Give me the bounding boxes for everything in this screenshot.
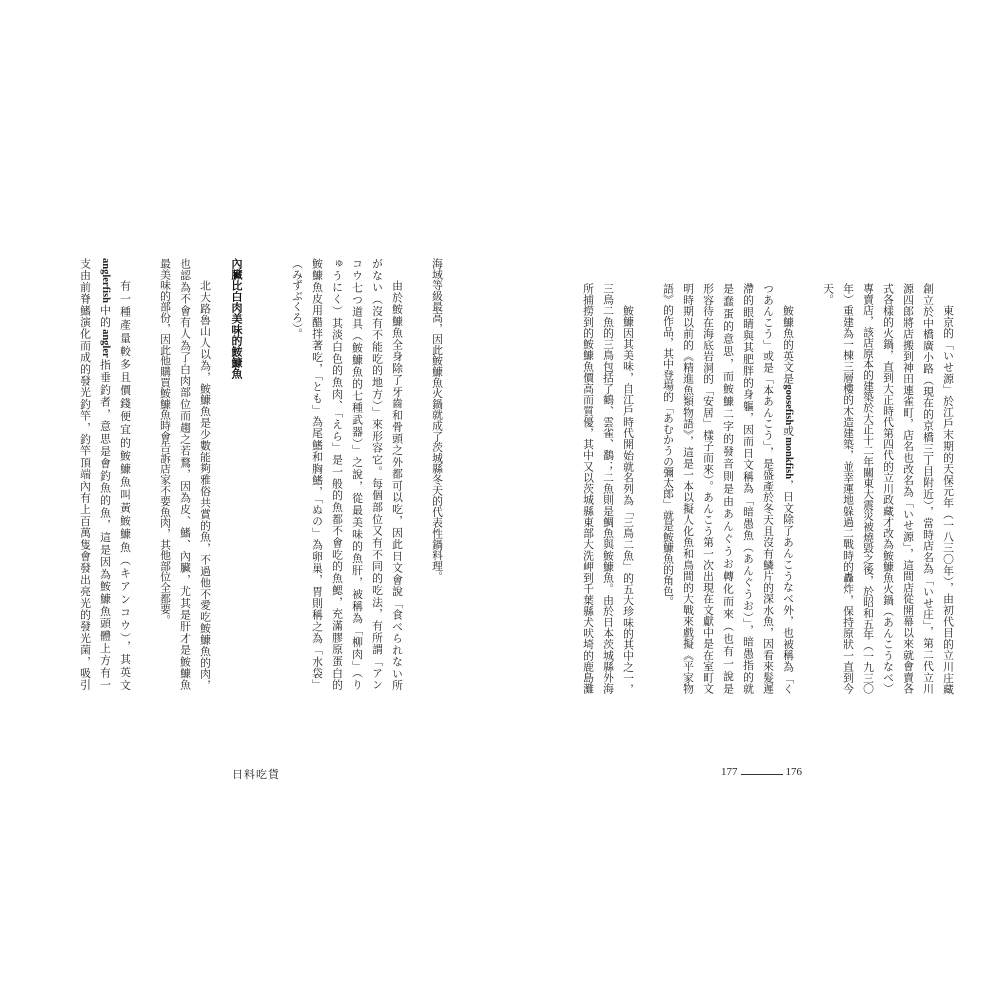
text-line: 語》的作品，其中登場的「あむかうの彌太郎」就是鮟鱇魚的角色。 bbox=[662, 283, 675, 607]
text-line: 三鳥二魚的三鳥包括了鶴、雲雀、鷭；二魚則是鯛魚與鮟鱇魚。由於日本茨城縣外海 bbox=[602, 283, 615, 694]
paragraph bbox=[75, 258, 135, 690]
text-line: コウ七つ道具（鮟鱇魚的七種武器）」之說，從最美味的魚肝，被稱為「柳肉」（り bbox=[351, 258, 364, 690]
text-line: 天。 bbox=[822, 283, 835, 305]
text-line: 形容待在海底岩洞的「安居」樣子而來）。あんこう第一次出現在文獻中是在室町文 bbox=[702, 283, 715, 694]
paragraph bbox=[578, 283, 638, 694]
section-heading: 內臟比白肉美味的鮟鱇魚 bbox=[230, 258, 243, 379]
text-line: 也認為不會有人為了白肉部位而趨之若鶩，因為皮、鰭、內臟，尤其是肝才是鮟鱇魚 bbox=[179, 258, 192, 690]
text-line: 式各樣的火鍋，直到大正時代第四代的立川政藏才改為鮟鱇魚火鍋（あんこうなべ） bbox=[882, 283, 895, 694]
text-line: 鮟鱇魚皮用醋拌著吃，「とも」為尾鰭和胸鰭，「ぬの」為卵巢，胃則稱之為「水袋」 bbox=[311, 258, 324, 690]
text-line: 北大路魯山人以為，鮟鱇魚是少數能夠雅俗共賞的魚，不過他不愛吃鮟鱇魚的肉， bbox=[199, 279, 212, 690]
text-line: 鮟鱇因其美味，自江戶時代開始就名列為「三鳥二魚」的五大珍味的其中之一， bbox=[622, 304, 635, 694]
folio bbox=[721, 766, 802, 778]
text-line: 最美味的部份，因此他購買鮟鱇魚時會告訴店家不要魚肉，其他部位全都要。 bbox=[159, 258, 172, 626]
right-page-text bbox=[578, 283, 958, 694]
text-segment: 指垂釣者，意思是會釣魚的魚，這是因為鮟鱇魚頭體上方有一 bbox=[99, 357, 112, 690]
text-line: ゅうにく）其淡白色的魚肉、「えら」是一般的魚都不會吃的魚鰓，充滿膠原蛋白的 bbox=[331, 258, 344, 690]
text-line: 是蠢蛋的意思，而鮟鱇二字的發音則是由あんぐうお轉化而來（也有一說是 bbox=[722, 283, 735, 694]
text-line: 支由前脊鰭演化而成的發光釣竿，釣竿頂端內有上百萬隻會發出亮光的發光菌，吸引 bbox=[79, 258, 92, 690]
left-page-text bbox=[75, 258, 447, 690]
text-segment: 或 bbox=[782, 424, 795, 437]
english-term: angler bbox=[100, 329, 111, 358]
text-line: （みずぶくろ）。 bbox=[291, 258, 304, 339]
text-line: 東京的「いせ源」於江戶末期的天保元年（一八三〇年），由初代目的立川庄藏 bbox=[942, 304, 955, 694]
text-line: 年）重建為一棟三層樓的木造建築，並幸運地躲過二戰時的轟炸，保持原狀一直到今 bbox=[842, 283, 855, 694]
english-term: anglerfish bbox=[100, 258, 111, 303]
paragraph bbox=[427, 258, 447, 690]
text-line: 專賣店，該店原本的建築於大正十二年關東大震災被燒毀之後，於昭和五年（一九三〇 bbox=[862, 283, 875, 694]
page-number: 176 bbox=[785, 766, 802, 778]
text-line bbox=[778, 283, 798, 694]
text-line: 源四郎將店搬到神田連雀町，店名也改名為「いせ源」，這間店從開幕以來就會賣各 bbox=[902, 283, 915, 694]
english-term: monkfish bbox=[783, 436, 794, 479]
text-line: がない（沒有不能吃的地方）」來形容它。每個部位又有不同的吃法，有所謂「アン bbox=[371, 258, 384, 690]
running-title: 日料吃貨 bbox=[232, 768, 280, 781]
paragraph bbox=[818, 283, 958, 694]
text-segment: 鮟鱇魚的英文是 bbox=[782, 304, 795, 384]
text-line: 由於鮟鱇魚全身除了牙齒和骨頭之外都可以吃，因此日文會說「食べられない所 bbox=[391, 279, 404, 690]
paragraph bbox=[658, 283, 798, 694]
text-line: 海域等級最高，因此鮟鱇魚火鍋就成了茨城縣冬天的代表性鍋料理。 bbox=[431, 258, 444, 582]
text-line: 有一種產量較多且價錢便宜的鮟鱇魚叫黃鮟鱇魚（キアンコウ），其英文 bbox=[119, 279, 132, 690]
text-line: 創立於中橋廣小路（現在的京橋三丁目附近），當時店名為「いせ庄」，第二代立川 bbox=[922, 283, 935, 694]
text-line: 明時期以前的《精進魚類物語》，這是一本以擬人化魚和鳥間的大戰來戲擬《平家物 bbox=[682, 283, 695, 694]
text-line: 所捕撈到的鮟鱇魚價高而質優，其中又以茨城縣東部大洗岬到千葉縣犬吠埼的鹿島灘 bbox=[582, 283, 595, 694]
paragraph bbox=[155, 258, 215, 690]
text-segment: ，日文除了あんこうなべ外，也被稱為「く bbox=[782, 478, 795, 694]
text-line bbox=[95, 258, 115, 690]
text-line: つあんこう」或是「本あんこう」，是盛產於冬天且沒有鱗片的深水魚，因看來髮遲 bbox=[762, 283, 775, 694]
folio-rule bbox=[741, 774, 783, 775]
page-number: 177 bbox=[721, 766, 738, 778]
english-term: goosefish bbox=[783, 383, 794, 425]
text-line: 滯的眼睛與其肥胖的身軀，因而日文稱為「暗愚魚（あんぐうお）」，暗愚指的就 bbox=[742, 283, 755, 694]
paragraph bbox=[287, 258, 407, 690]
text-segment: 中的 bbox=[99, 302, 112, 330]
